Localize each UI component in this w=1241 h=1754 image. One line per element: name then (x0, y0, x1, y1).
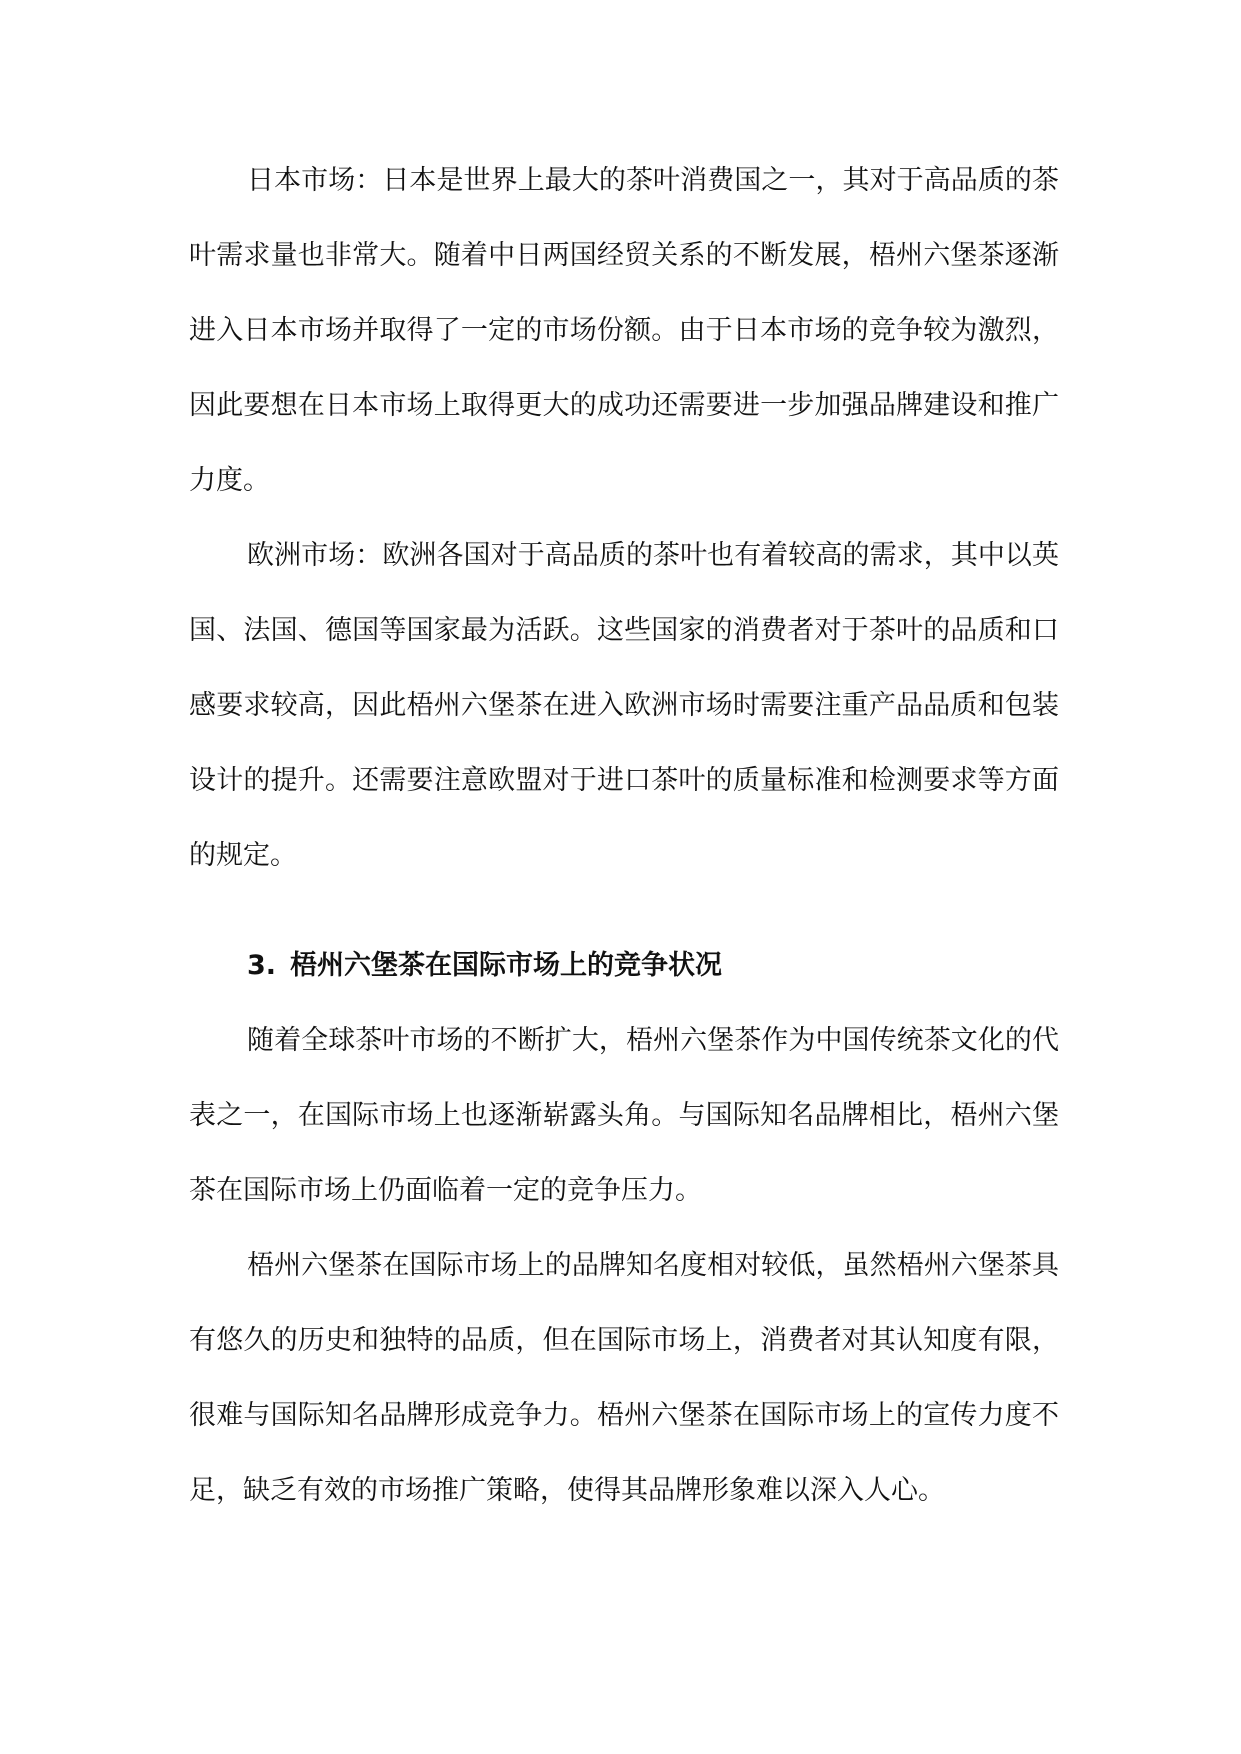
paragraph-japan-market: 日本市场：日本是世界上最大的茶叶消费国之一，其对于高品质的茶叶需求量也非常大。随着中日两国经贸关系的不断发展，梧州六堡茶逐渐进入日本市场并取得了一定的市场份额。由于日本市场的竞争较为激烈，因此要想在日本市场上取得更大的成功还需要进一步加强品牌建设和推广力度。 (189, 165, 1059, 496)
document-body (189, 143, 1059, 1528)
section-title: 梧州六堡茶在国际市场上的竞争状况 (290, 950, 723, 981)
paragraph-brand-awareness: 梧州六堡茶在国际市场上的品牌知名度相对较低，虽然梧州六堡茶具有悠久的历史和独特的品质，但在国际市场上，消费者对其认知度有限，很难与国际知名品牌形成竞争力。梧州六堡茶在国际市场上的宣传力度不足，缺乏有效的市场推广策略，使得其品牌形象难以深入人心。 (189, 1250, 1059, 1506)
paragraph-europe-market: 欧洲市场：欧洲各国对于高品质的茶叶也有着较高的需求，其中以英国、法国、德国等国家最为活跃。这些国家的消费者对于茶叶的品质和口感要求较高，因此梧州六堡茶在进入欧洲市场时需要注重产品品质和包装设计的提升。还需要注意欧盟对于进口茶叶的质量标准和检测要求等方面的规定。 (189, 540, 1059, 871)
section-heading (189, 928, 1059, 1003)
paragraph-competition-intro: 随着全球茶叶市场的不断扩大，梧州六堡茶作为中国传统茶文化的代表之一，在国际市场上也逐渐崭露头角。与国际知名品牌相比，梧州六堡茶在国际市场上仍面临着一定的竞争压力。 (189, 1025, 1059, 1206)
section-number: 3. (247, 950, 277, 981)
